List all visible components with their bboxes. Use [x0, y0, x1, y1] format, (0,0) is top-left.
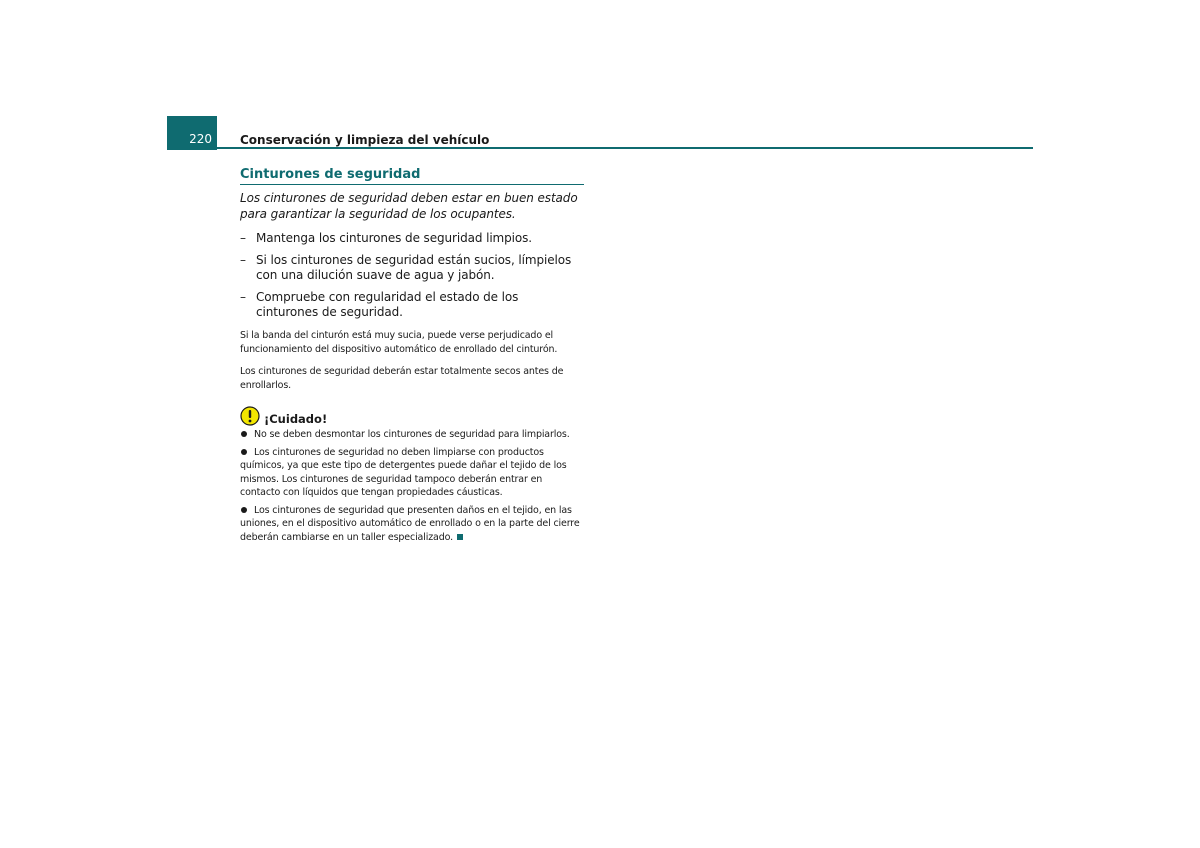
end-of-section-icon	[457, 534, 463, 540]
page-number	[167, 116, 217, 150]
step-list	[240, 231, 584, 320]
caution-header	[240, 406, 584, 426]
step-item	[240, 231, 584, 246]
caution-item	[240, 504, 584, 545]
page-number-text: 220	[189, 132, 212, 146]
caution-title: ¡Cuidado!	[264, 412, 328, 426]
step-marker: –	[240, 231, 246, 245]
caution-item	[240, 446, 584, 500]
caution-item-text: Los cinturones de seguridad no deben limpiarse con productos químicos, ya que este tipo de detergentes puede dañar el tejido de los mismos. Los cinturones de seguridad tampoco deberán entrar en contacto con líquidos que tengan propiedades cáusticas.	[240, 446, 567, 498]
step-text: Mantenga los cinturones de seguridad limpios.	[256, 231, 533, 245]
chapter-title: Conservación y limpieza del vehículo	[240, 133, 490, 147]
step-text: Si los cinturones de seguridad están sucios, límpielos con una dilución suave de agua y jabón.	[256, 253, 572, 282]
step-item	[240, 290, 584, 320]
note-paragraph: Los cinturones de seguridad deberán estar totalmente secos antes de enrollarlos.	[240, 366, 564, 391]
section-intro: Los cinturones de seguridad deben estar en buen estado para garantizar la seguridad de los ocupantes.	[240, 191, 578, 221]
caution-item-text: Los cinturones de seguridad que presenten daños en el tejido, en las uniones, en el dispositivo automático de enrollado o en la parte del cierre deberán cambiarse en un taller especializado.	[240, 504, 580, 543]
caution-item-text: No se deben desmontar los cinturones de seguridad para limpiarlos.	[254, 429, 570, 440]
step-text: Compruebe con regularidad el estado de los cinturones de seguridad.	[256, 290, 519, 319]
caution-box	[240, 406, 584, 544]
section-content	[240, 167, 584, 548]
warning-exclamation-icon	[240, 406, 260, 426]
step-marker: –	[240, 290, 246, 304]
step-marker: –	[240, 253, 246, 267]
note-paragraph: Si la banda del cinturón está muy sucia, puede verse perjudicado el funcionamiento del dispositivo automático de enrollado del cinturón.	[240, 330, 558, 355]
step-item	[240, 253, 584, 283]
bullet-icon	[241, 431, 247, 437]
header-rule	[217, 147, 1033, 149]
bullet-icon	[241, 449, 247, 455]
bullet-icon	[241, 507, 247, 513]
section-title: Cinturones de seguridad	[240, 167, 584, 185]
caution-item	[240, 428, 584, 442]
